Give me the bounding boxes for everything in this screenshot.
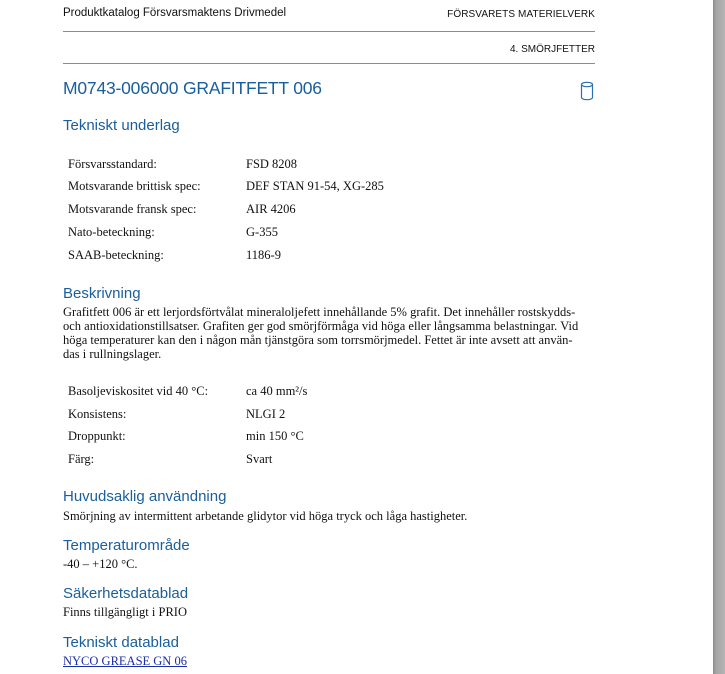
- spec-value: 1186-9: [246, 248, 281, 262]
- property-row-droppoint: [68, 429, 304, 444]
- spec-value: AIR 4206: [246, 202, 296, 216]
- spec-row-british: [68, 179, 384, 194]
- spec-label: Motsvarande fransk spec:: [68, 202, 197, 216]
- usage-heading: Huvudsaklig användning: [63, 488, 227, 505]
- spec-label: Försvarsstandard:: [68, 157, 157, 171]
- property-label: Droppunkt:: [68, 429, 126, 443]
- spec-row-french: [68, 202, 296, 217]
- property-value: Svart: [246, 452, 273, 466]
- product-title: M0743-006000 GRAFITFETT 006: [63, 78, 322, 98]
- property-value: min 150 °C: [246, 429, 304, 443]
- safety-text: Finns tillgängligt i PRIO: [63, 605, 187, 619]
- temperature-text: -40 – +120 °C.: [63, 557, 138, 571]
- header-divider: [63, 31, 595, 32]
- datasheet-link[interactable]: NYCO GREASE GN 06: [63, 654, 187, 668]
- technical-heading: Tekniskt underlag: [63, 117, 180, 134]
- database-icon[interactable]: [579, 81, 595, 101]
- property-label: Basoljeviskositet vid 40 °C:: [68, 384, 209, 398]
- description-text: [63, 305, 599, 361]
- spec-row-standard: [68, 157, 298, 172]
- spec-label: Nato-beteckning:: [68, 225, 155, 239]
- safety-heading: Säkerhetsdatablad: [63, 585, 189, 602]
- spec-label: SAAB-beteckning:: [68, 248, 164, 262]
- description-line: höga temperaturer kan den i någon mån tjänstgöra som torrsmörjmedel. Fettet är inte avsett att använ-: [63, 333, 573, 347]
- property-value: NLGI 2: [246, 407, 286, 421]
- property-row-viscosity: [68, 384, 308, 399]
- datasheet-heading: Tekniskt datablad: [63, 634, 179, 651]
- property-value: ca 40 mm²/s: [246, 384, 308, 398]
- description-heading: Beskrivning: [63, 285, 141, 302]
- section-divider: [63, 63, 595, 64]
- property-label: Konsistens:: [68, 407, 127, 421]
- temperature-heading: Temperaturområde: [63, 537, 190, 554]
- description-line: das i rullningslager.: [63, 347, 162, 361]
- description-line: och antioxidationstillsatser. Grafiten ger god smörjförmåga vid höga eller långsamma belastningar. Vid: [63, 319, 579, 333]
- spec-row-saab: [68, 248, 281, 263]
- page-shadow: [713, 0, 725, 674]
- spec-row-nato: [68, 225, 278, 240]
- spec-value: DEF STAN 91-54, XG-285: [246, 179, 384, 193]
- usage-text: Smörjning av intermittent arbetande glidytor vid höga tryck och låga hastigheter.: [63, 509, 468, 523]
- property-row-color: [68, 452, 273, 467]
- spec-value: G-355: [246, 225, 278, 239]
- header-section: 4. SMÖRJFETTER: [509, 44, 595, 55]
- spec-value: FSD 8208: [246, 157, 298, 171]
- spec-label: Motsvarande brittisk spec:: [68, 179, 201, 193]
- header-organization: FÖRSVARETS MATERIELVERK: [447, 9, 595, 20]
- header-catalog-title: Produktkatalog Försvarsmaktens Drivmedel: [63, 7, 287, 19]
- property-row-consistency: [68, 407, 286, 422]
- description-line: Grafitfett 006 är ett lerjordsförtvålat mineraloljefett innehållande 5% grafit. Det innehåller rostskydds-: [63, 305, 576, 319]
- property-label: Färg:: [68, 452, 95, 466]
